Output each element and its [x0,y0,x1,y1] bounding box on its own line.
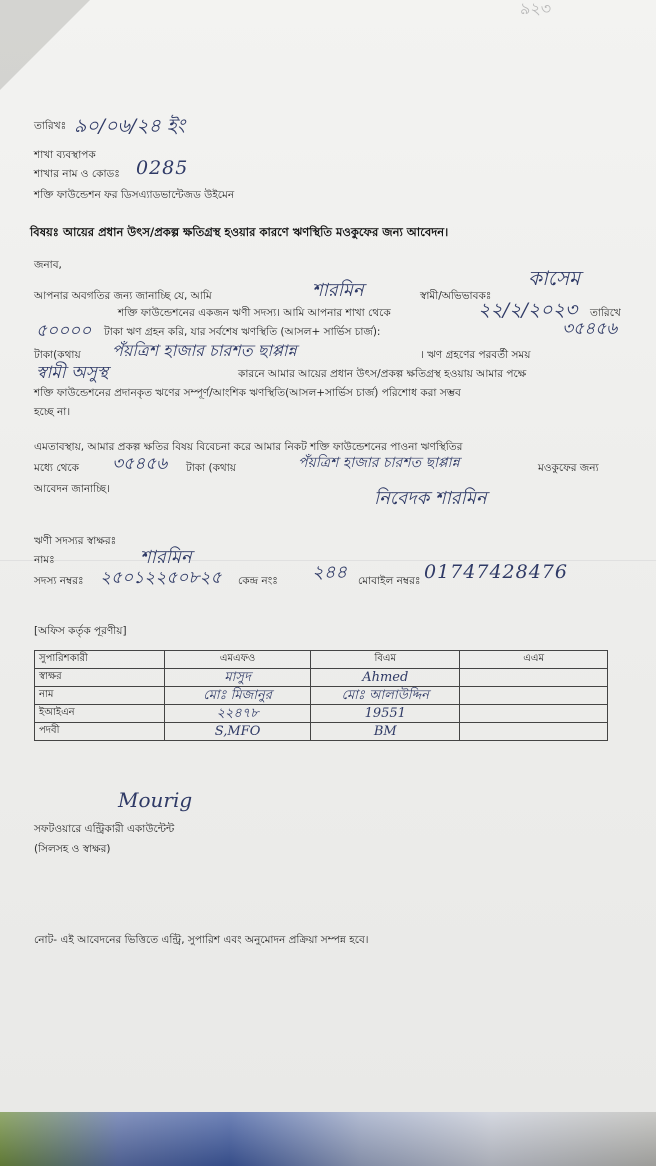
balance-amount: ৩৫৪৫৬ [562,319,618,339]
row-label: ইআইএন [35,705,165,723]
body-line7: হচ্ছে না। [34,406,71,418]
table-cell [460,687,608,705]
date-value: ৯০/০৬/২৪ ইং [74,115,185,137]
table-header-cell: সুপারিশকারী [35,651,165,669]
waive-in-words: পঁয়ত্রিশ হাজার চারশত ছাপ্পান্ন [298,455,460,471]
background-shade [0,1112,656,1166]
applicant-signature: নিবেদক শারমিন [374,488,487,509]
table-cell [311,723,460,741]
table-cell [165,723,311,741]
body-line6: শক্তি ফাউন্ডেশনের প্রদানকৃত ঋণের সম্পূর্ণ/আংশিক ঋণস্থিতি(আসল+সার্ভিস চার্জ) পরিশোধ করা সম্ভব [34,387,461,399]
center-label: কেন্দ্র নংঃ [238,575,278,587]
accountant-signature: Mourig [118,788,193,812]
loan-date: ২২/২/২০২৩ [478,299,578,321]
reason: স্বামী অসুস্থ [36,363,109,383]
para2-line3: আবেদন জানাচ্ছি। [34,483,110,495]
mfo-signature: মাসুদ [224,669,251,685]
row-label: পদবী [35,723,165,741]
table-cell [165,669,311,687]
body-line5: কারনে আমার আয়ের প্রধান উৎস/প্রকল্প ক্ষতিগ্রস্থ হওয়ায় আমার পক্ষে [238,368,527,380]
guardian-name: কাসেম [528,266,581,290]
waive-amount: ৩৫৪৫৬ [112,454,168,474]
para2-line2-end: মওকুফের জন্য [538,462,599,474]
table-row [35,687,608,705]
row-label: নাম [35,687,165,705]
table-cell [165,705,311,723]
para2-line2-start: মধ্যে থেকে [34,462,79,474]
table-cell [460,669,608,687]
table-header-cell: এএম [460,651,608,669]
table-row [35,723,608,741]
table-cell [460,705,608,723]
date-label: তারিখঃ [34,120,67,132]
branch-manager-label: শাখা ব্যবস্থাপক [34,149,96,161]
mfo-name: মোঃ মিজানুর [203,687,272,703]
para2-line1: এমতাবস্থায়, আমার প্রকল্প ক্ষতির বিষয় বিবেচনা করে আমার নিকট শক্তি ফাউন্ডেশনের পাওনা ঋণস্থিতির [34,441,463,453]
accountant-subtitle: (সিলসহ ও স্বাক্ষর) [34,843,111,855]
table-header-cell: এমএফও [165,651,311,669]
member-no-label: সদস্য নম্বরঃ [34,575,84,587]
table-cell [165,687,311,705]
table-cell [311,669,460,687]
salutation: জনাব, [34,259,62,271]
loan-amount: ৫০০০০ [36,321,92,341]
mobile-label: মোবাইল নম্বরঃ [358,575,421,587]
member-name-label: নামঃ [34,554,55,566]
member-sign-label: ঋণী সদস্যর স্বাক্ষরঃ [34,535,117,547]
body-line4-start: টাকা(কথায় [34,349,81,361]
member-number: ২৫০১২২৫০৮২৫ [100,568,222,588]
org-name: শক্তি ফাউন্ডেশন ফর ডিসএ্যাডভান্টেজড উইমেন [34,189,235,201]
table-header-row [35,651,608,669]
table-header-cell: বিএম [311,651,460,669]
table-cell [311,705,460,723]
bm-designation: BM [373,723,397,739]
para2-taka-label: টাকা (কথায় [186,462,236,474]
row-label: স্বাক্ষর [35,669,165,687]
body-guardian-label: স্বামী/অভিভাবকঃ [420,290,492,302]
body-line3: টাকা ঋণ গ্রহন করি, যার সর্বশেষ ঋণস্থিতি (আসল+ সার্ভিস চার্জ): [104,326,381,338]
accountant-title: সফটওয়ারে এন্ট্রিকারী একাউন্টেন্ট [34,823,175,835]
bm-name: মোঃ আলাউদ্দিন [341,687,429,703]
center-number: ২৪৪ [312,562,348,583]
table-row [35,669,608,687]
table-cell [311,687,460,705]
body-date-suffix: তারিখে [590,307,621,319]
mfo-designation: S,MFO [214,723,261,739]
branch-name-code-label: শাখার নাম ও কোডঃ [34,168,120,180]
mfo-ein: ২২৪৭৮ [216,705,259,721]
body-line4-end: । ঋণ গ্রহণের পরবর্তী সময় [420,349,531,361]
balance-in-words: পঁয়ত্রিশ হাজার চারশত ছাপ্পান্ন [112,341,297,360]
bm-ein: 19551 [364,705,406,721]
office-use-table [34,650,608,741]
subject-line: বিষয়ঃ আয়ের প্রধান উৎস/প্রকল্প ক্ষতিগ্রস্থ হওয়ার কারণে ঋণস্থিতি মওকুফের জন্য আবেদন। [30,225,449,239]
body-line2: শক্তি ফাউন্ডেশনের একজন ঋণী সদস্য। আমি আপনার শাখা থেকে [118,307,391,319]
body-line1-start: আপনার অবগতির জন্য জানাচ্ছি যে, আমি [34,290,212,302]
table-cell [460,723,608,741]
member-name: শারমিন [140,547,192,568]
table-row [35,705,608,723]
footer-note: নোট- এই আবেদনের ভিত্তিতে এন্ট্রি, সুপারিশ এবং অনুমোদন প্রক্রিয়া সম্পন্ন হবে। [34,934,369,946]
page-number: ৯২৩ [520,0,552,18]
applicant-name: শারমিন [312,280,364,301]
mobile-number: 01747428476 [424,561,568,583]
branch-code: 0285 [136,157,189,179]
bm-signature: Ahmed [362,669,409,685]
office-use-title: [অফিস কর্তৃক পূরণীয়] [34,625,127,637]
page-corner-shadow [0,0,90,90]
